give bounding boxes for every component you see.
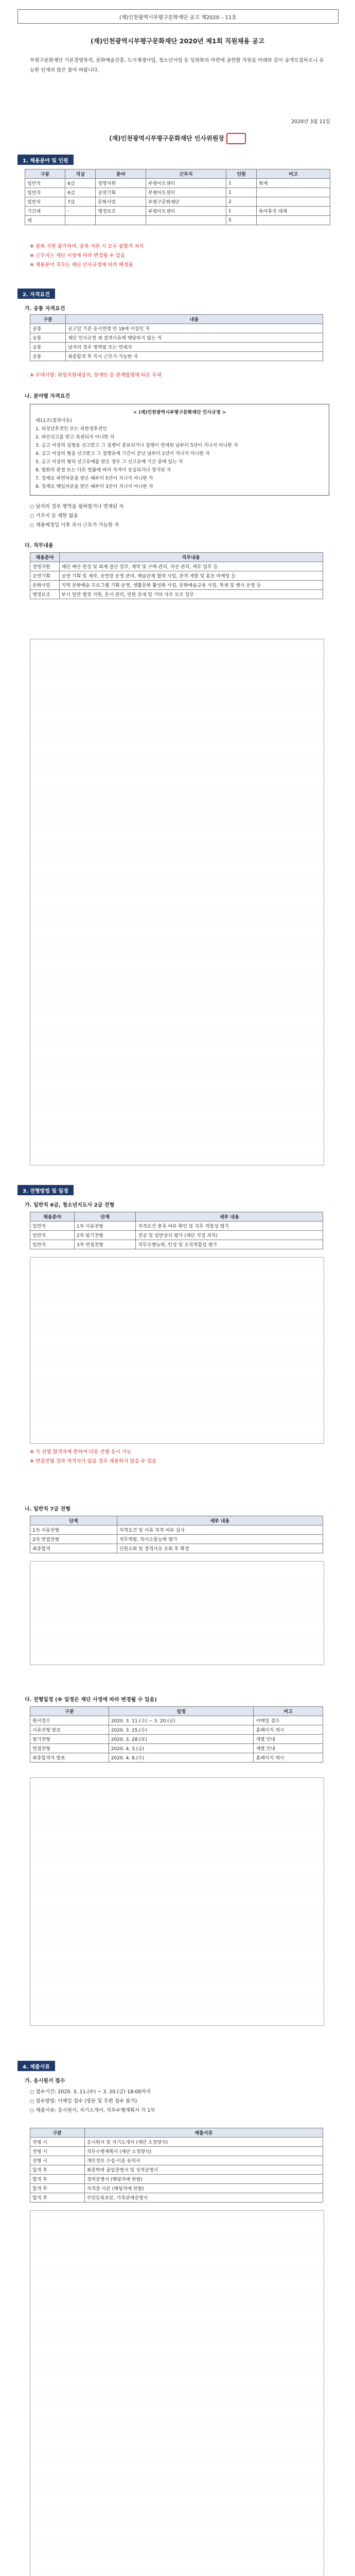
table-cell: 부평아트센터 bbox=[146, 179, 226, 188]
column-header: 제출서류 bbox=[84, 2128, 323, 2138]
table-cell: 공통 bbox=[30, 333, 66, 343]
table-cell: 부평아트센터 bbox=[146, 207, 226, 216]
table-cell: 부서 일반 행정 지원, 문서 관리, 민원 응대 및 기타 사무 보조 업무 bbox=[59, 590, 323, 599]
table-cell: 기간제 bbox=[25, 207, 65, 216]
box-line: 1. 피성년후견인 또는 피한정후견인 bbox=[36, 427, 107, 432]
table-cell: 면접전형 bbox=[30, 1744, 109, 1753]
after-item: ○ 채용예정일 이후 즉시 근무가 가능한 자 bbox=[30, 522, 119, 528]
table-cell: 합격 후 bbox=[30, 2193, 85, 2202]
table-header-row bbox=[30, 315, 323, 324]
column-header: 구분 bbox=[25, 170, 65, 179]
page-title: (재)인천광역시부평구문화재단 2020년 제1회 직원채용 공고 bbox=[91, 37, 264, 45]
table-row bbox=[30, 1725, 323, 1735]
table-cell: 합격 후 bbox=[30, 2175, 85, 2184]
issuer bbox=[17, 133, 338, 144]
table-row bbox=[30, 333, 323, 343]
table-cell: 개별 안내 bbox=[254, 1735, 323, 1744]
table-cell: 계 bbox=[25, 216, 65, 225]
table-row bbox=[30, 1231, 323, 1240]
box-line: 3. 금고 이상의 실형을 선고받고 그 집행이 종료되거나 집행이 면제된 날부터 5년이 지나지 아니한 자 bbox=[36, 443, 238, 448]
table-row bbox=[25, 216, 330, 225]
after-item: ○ 거주지 등 제한 없음 bbox=[30, 513, 78, 519]
note-1: ※ 중복 지원 불가하며, 중복 지원 시 모두 불합격 처리 bbox=[30, 244, 144, 249]
s2-subtitle-1: 가. 공통 자격요건 bbox=[25, 306, 65, 312]
table-cell: 7급 bbox=[65, 197, 96, 207]
s3-note: ※ 면접전형 결과 적격자가 없을 경우 채용하지 않을 수 있음 bbox=[30, 1459, 157, 1464]
table-cell: 경영지원 bbox=[96, 179, 146, 188]
s2-note: ※ 우대사항: 취업지원대상자, 장애인 등 관계법령에 따른 우대 bbox=[30, 372, 162, 378]
s3-detail-block-2 bbox=[30, 1561, 324, 1665]
section-4-header: 4. 제출서류 bbox=[17, 2061, 55, 2071]
table-row bbox=[25, 188, 330, 197]
table-cell: 5 bbox=[226, 216, 257, 225]
table-cell: 육아휴직 대체 bbox=[256, 207, 330, 216]
schedule-table bbox=[30, 1706, 323, 1762]
column-header: 구분 bbox=[30, 2128, 85, 2138]
documents-detail bbox=[30, 2210, 324, 2576]
table-row bbox=[30, 2165, 323, 2175]
common-req-table bbox=[30, 314, 323, 361]
table-header-row bbox=[30, 1212, 323, 1222]
table-header-row bbox=[25, 170, 330, 179]
table-cell: 주민등록초본, 가족관계증명서 bbox=[84, 2193, 323, 2202]
column-header: 구분 bbox=[30, 315, 66, 324]
table-row bbox=[30, 352, 323, 361]
notice-date: 2020년 3월 11일 bbox=[291, 119, 330, 125]
table-row bbox=[30, 2156, 323, 2165]
table-row bbox=[30, 2184, 323, 2193]
table-row bbox=[30, 324, 323, 333]
table-cell: 최종학력 졸업증명서 및 성적증명서 bbox=[84, 2165, 323, 2175]
table-cell: 직무수행계획서 (재단 소정양식) bbox=[84, 2147, 323, 2156]
table-cell: 경력증명서 (해당자에 한함) bbox=[84, 2175, 323, 2184]
table-cell: 합격 후 bbox=[30, 2165, 85, 2175]
table-cell: 원서접수 bbox=[30, 1716, 109, 1725]
column-header: 일정 bbox=[109, 1707, 253, 1716]
table-cell: 1차 서류전형 bbox=[74, 1222, 136, 1231]
table-cell: 공연 기획 및 제작, 공연장 운영 관리, 예술단체 협력 사업, 관객 개발 및 홍보 마케팅 등 bbox=[59, 571, 323, 581]
note-2: ※ 근무지는 재단 사정에 따라 변경될 수 있음 bbox=[30, 253, 126, 259]
table-header-row bbox=[30, 2128, 323, 2138]
table-row bbox=[30, 1544, 323, 1553]
s2-subtitle-2: 나. 분야별 자격요건 bbox=[25, 394, 70, 399]
column-header: 채용분야 bbox=[30, 1212, 75, 1222]
s4-item: ○ 제출서류: 응시원서, 자기소개서, 직무수행계획서 각 1부 bbox=[30, 2108, 155, 2113]
table-cell: 전형 시 bbox=[30, 2156, 85, 2165]
table-cell: 공통 bbox=[30, 352, 66, 361]
table-cell: 1차 서류전형 bbox=[30, 1526, 117, 1535]
table-row bbox=[30, 1535, 323, 1544]
s3-notes bbox=[30, 1448, 328, 1466]
column-header: 분야 bbox=[96, 170, 146, 179]
table-cell: 남자의 경우 병역필 또는 면제자 bbox=[65, 343, 323, 352]
documents-table bbox=[30, 2128, 323, 2202]
table-cell: 경영지원 bbox=[30, 562, 60, 571]
s3-note: ※ 각 전형 합격자에 한하여 다음 전형 응시 가능 bbox=[30, 1449, 132, 1455]
table-cell bbox=[146, 216, 226, 225]
table-cell: 문화사업 bbox=[96, 197, 146, 207]
table-cell: 일반직 bbox=[30, 1240, 75, 1249]
table-header-row bbox=[30, 553, 323, 562]
box-line: 4. 금고 이상의 형을 선고받고 그 집행유예 기간이 끝난 날부터 2년이 지나지 아니한 자 bbox=[36, 451, 210, 456]
table-cell: 일반직 bbox=[30, 1222, 75, 1231]
s4-items bbox=[30, 2088, 328, 2115]
table-cell: 3차 면접전형 bbox=[74, 1240, 136, 1249]
column-header: 인원 bbox=[226, 170, 257, 179]
box-title: < (재)인천광역시부평구문화재단 인사규정 > bbox=[133, 410, 226, 415]
duty-detail-table bbox=[30, 639, 324, 1165]
table-cell: 공연기획 bbox=[96, 188, 146, 197]
table-cell: 2020. 3. 25.(수) bbox=[109, 1725, 253, 1735]
table-cell: 문화사업 bbox=[30, 581, 60, 590]
table-cell: 2차 필기전형 bbox=[74, 1231, 136, 1240]
table-row bbox=[30, 1753, 323, 1762]
box-line: 제11조(결격사유) bbox=[36, 418, 72, 423]
table-cell: 2020. 3. 11.(수) ~ 3. 20.(금) bbox=[109, 1716, 253, 1725]
table-cell: 일반직 bbox=[25, 188, 65, 197]
table-cell: 6급 bbox=[65, 188, 96, 197]
disqualification-box bbox=[30, 404, 329, 496]
table-cell: 공고일 기준 응시연령 만 18세 이상인 자 bbox=[65, 324, 323, 333]
table-row bbox=[30, 1744, 323, 1753]
table-cell: 2차 면접전형 bbox=[30, 1535, 117, 1544]
table-cell: 합격 후 bbox=[30, 2184, 85, 2193]
table-cell bbox=[256, 188, 330, 197]
box-line: 5. 금고 이상의 형의 선고유예를 받은 경우 그 선고유예 기간 중에 있는 자 bbox=[36, 460, 183, 465]
table-row bbox=[25, 197, 330, 207]
table-row bbox=[25, 207, 330, 216]
note-3: ※ 채용분야 직무는 재단 인사규정에 따라 배정됨 bbox=[30, 262, 133, 268]
column-header: 채용분야 bbox=[30, 553, 60, 562]
table-cell bbox=[65, 216, 96, 225]
table-cell: 1 bbox=[226, 188, 257, 197]
table-row bbox=[30, 2193, 323, 2202]
table-header-row bbox=[30, 1516, 323, 1526]
table-cell: 최종합격 후 즉시 근무가 가능한 자 bbox=[65, 352, 323, 361]
table-cell: - bbox=[65, 207, 96, 216]
column-header: 구분 bbox=[30, 1707, 109, 1716]
column-header: 단계 bbox=[30, 1516, 117, 1526]
schedule-detail bbox=[30, 1777, 324, 2026]
table-cell: 2020. 4. 3.(금) bbox=[109, 1744, 253, 1753]
table-cell: 1 bbox=[226, 179, 257, 188]
table-cell: 필기전형 bbox=[30, 1735, 109, 1744]
table-row bbox=[30, 2175, 323, 2184]
s3-table-1 bbox=[30, 1212, 323, 1249]
column-header: 세부 내용 bbox=[136, 1212, 323, 1222]
table-cell: 일반직 bbox=[30, 1231, 75, 1240]
s3-detail-block bbox=[30, 1257, 324, 1444]
column-header: 세부 내용 bbox=[117, 1516, 323, 1526]
table-cell: 최종합격자 발표 bbox=[30, 1753, 109, 1762]
seal-stamp bbox=[226, 133, 246, 144]
table-row bbox=[30, 590, 323, 599]
table-cell: 일반직 bbox=[25, 179, 65, 188]
table-cell bbox=[256, 216, 330, 225]
s3-subtitle-1: 가. 일반직 6급, 청소년지도사 2급 전형 bbox=[25, 1202, 115, 1208]
recruit-table bbox=[25, 169, 330, 225]
table-cell: 자격요건 충족 여부 확인 및 직무 적합성 평가 bbox=[136, 1222, 323, 1231]
duty-title: 다. 직무내용 bbox=[25, 543, 54, 549]
table-cell: 이메일 접수 bbox=[254, 1716, 323, 1725]
column-header: 내용 bbox=[65, 315, 323, 324]
table-cell: 행정보조 bbox=[96, 207, 146, 216]
table-row bbox=[30, 1716, 323, 1725]
table-cell: 응시원서 및 자기소개서 (재단 소정양식) bbox=[84, 2138, 323, 2147]
s3-subtitle-3: 다. 전형일정 (※ 일정은 재단 사정에 따라 변경될 수 있음) bbox=[25, 1697, 157, 1703]
table-row bbox=[25, 179, 330, 188]
table-cell: 공연기획 bbox=[30, 571, 60, 581]
column-header: 직급 bbox=[65, 170, 96, 179]
table-cell: 직무수행능력, 인성 및 조직적합성 평가 bbox=[136, 1240, 323, 1249]
table-cell: 행정보조 bbox=[30, 590, 60, 599]
column-header: 단계 bbox=[74, 1212, 136, 1222]
issuer-name: (재)인천광역시부평구문화재단 인사위원장 bbox=[109, 134, 224, 142]
table-cell: 공통 bbox=[30, 343, 66, 352]
table-cell: 지역 문화예술 프로그램 기획·운영, 생활문화 활성화 사업, 문화예술교육 사업, 축제 및 행사 운영 등 bbox=[59, 581, 323, 590]
table-cell: 2020. 3. 28.(토) bbox=[109, 1735, 253, 1744]
intro-text: 부평구문화재단 기본경영목적, 문화예술진흥, 도시재생사업, 청소년사업 등 일원화의 마련에 공헌할 직원을 아래와 같이 공개모집하오니 유능한 인재의 많은 참여 바랍니다. bbox=[30, 58, 324, 73]
table-cell: 최종합격 bbox=[30, 1544, 117, 1553]
table-cell: 자격요건 및 서류 적격 여부 심사 bbox=[117, 1526, 323, 1535]
table-row bbox=[30, 343, 323, 352]
s3-table-2 bbox=[30, 1516, 323, 1553]
column-header: 비고 bbox=[254, 1707, 323, 1716]
table-row bbox=[30, 2138, 323, 2147]
table-cell bbox=[96, 216, 146, 225]
table-row bbox=[30, 2147, 323, 2156]
table-cell: 신원조회 및 결격사유 조회 후 확정 bbox=[117, 1544, 323, 1553]
table-cell: 전형 시 bbox=[30, 2147, 85, 2156]
notice-number-bar: (재)인천광역시부평구문화재단 공고 제2020 – 11호 bbox=[17, 9, 339, 24]
table-row bbox=[30, 1240, 323, 1249]
column-header: 근무지 bbox=[146, 170, 226, 179]
table-cell: 전형 시 bbox=[30, 2138, 85, 2147]
table-cell: 자격증 사본 (해당자에 한함) bbox=[84, 2184, 323, 2193]
table-cell: 서류전형 발표 bbox=[30, 1725, 109, 1735]
duty-table bbox=[30, 552, 323, 599]
box-line: 7. 징계로 파면처분을 받은 때부터 5년이 지나지 아니한 자 bbox=[36, 476, 153, 481]
box-line: 2. 파산선고를 받고 복권되지 아니한 자 bbox=[36, 435, 115, 440]
table-row bbox=[30, 1735, 323, 1744]
table-row bbox=[30, 581, 323, 590]
table-cell: 회계 bbox=[256, 179, 330, 188]
table-cell: 홈페이지 게시 bbox=[254, 1725, 323, 1735]
s4-item: ○ 접수방법: 이메일 접수 (방문 및 우편 접수 불가) bbox=[30, 2098, 137, 2104]
table-cell: 전공 및 일반상식 평가 (재단 지정 과목) bbox=[136, 1231, 323, 1240]
column-header: 비고 bbox=[256, 170, 330, 179]
box-line: 6. 법원의 판결 또는 다른 법률에 따라 자격이 상실되거나 정지된 자 bbox=[36, 468, 171, 473]
table-cell: 2020. 4. 8.(수) bbox=[109, 1753, 253, 1762]
table-cell: 부평구문화재단 bbox=[146, 197, 226, 207]
table-cell: 홈페이지 게시 bbox=[254, 1753, 323, 1762]
table-cell: 직무역량, 의사소통능력 평가 bbox=[117, 1535, 323, 1544]
table-cell: 부평아트센터 bbox=[146, 188, 226, 197]
section-3-header: 3. 전형방법 및 일정 bbox=[17, 1185, 74, 1195]
table-cell: 일반직 bbox=[25, 197, 65, 207]
s2-after-list bbox=[30, 502, 328, 530]
table-cell: 개인정보 수집·이용 동의서 bbox=[84, 2156, 323, 2165]
table-cell: 재단 예산 편성 및 회계·결산 업무, 계약 및 구매 관리, 자산 관리, 세무 업무 등 bbox=[59, 562, 323, 571]
table-row bbox=[30, 1222, 323, 1231]
table-cell bbox=[256, 197, 330, 207]
table-cell: 공통 bbox=[30, 324, 66, 333]
table-cell: 재단 인사규정 제 결격사유에 해당하지 않는 자 bbox=[65, 333, 323, 343]
section-1-header: 1. 채용분야 및 인원 bbox=[17, 155, 74, 165]
column-header: 직무내용 bbox=[59, 553, 323, 562]
table-cell: 6급 bbox=[65, 179, 96, 188]
table-row bbox=[30, 562, 323, 571]
table-row bbox=[30, 571, 323, 581]
s4-item: ○ 접수기간: 2020. 3. 11.(수) ~ 3. 20.(금) 18:00까지 bbox=[30, 2089, 151, 2095]
box-line: 8. 징계로 해임처분을 받은 때부터 3년이 지나지 아니한 자 bbox=[36, 484, 153, 489]
table-header-row bbox=[30, 1707, 323, 1716]
table-cell: 개별 안내 bbox=[254, 1744, 323, 1753]
s3-subtitle-2: 나. 일반직 7급 전형 bbox=[25, 1506, 70, 1512]
after-item: ○ 남자의 경우 병역을 필하였거나 면제된 자 bbox=[30, 504, 124, 510]
s4-subtitle-1: 가. 응시원서 접수 bbox=[25, 2078, 65, 2084]
section-1-notes bbox=[30, 242, 328, 270]
table-row bbox=[30, 1526, 323, 1535]
table-cell: 1 bbox=[226, 207, 257, 216]
section-2-header: 2. 자격요건 bbox=[17, 289, 55, 299]
table-cell: 2 bbox=[226, 197, 257, 207]
